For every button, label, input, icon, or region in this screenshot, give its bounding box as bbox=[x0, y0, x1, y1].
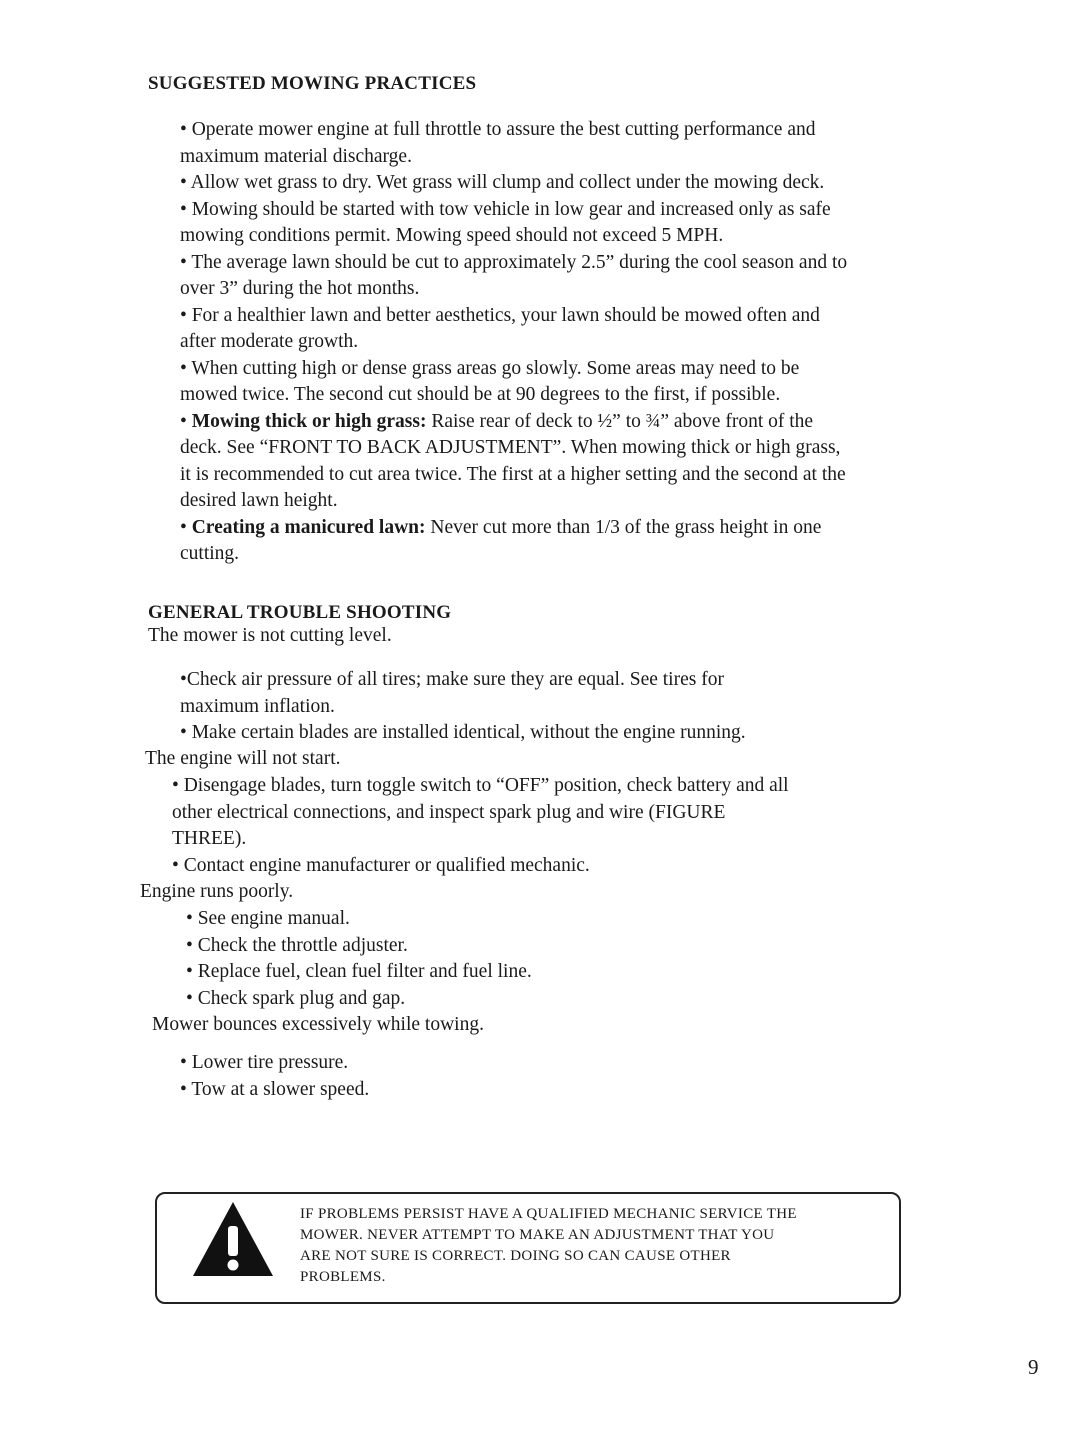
bold-lead: Creating a manicured lawn: bbox=[191, 516, 426, 538]
list-item: other electrical connections, and inspect spark plug and wire (FIGURE bbox=[172, 801, 726, 823]
problem-list-4 bbox=[180, 1050, 369, 1103]
page-number: 9 bbox=[1028, 1355, 1039, 1379]
problem-list-1 bbox=[180, 667, 746, 747]
problem-engine-runs-poorly: Engine runs poorly. bbox=[140, 881, 294, 902]
warning-line: PROBLEMS. bbox=[300, 1269, 386, 1285]
bullet-text: Never cut more than 1/3 of the grass height in one bbox=[425, 516, 822, 538]
bullet-line: over 3” during the hot months. bbox=[180, 278, 420, 299]
list-item: • Replace fuel, clean fuel filter and fuel line. bbox=[186, 961, 532, 982]
problem-mower-bounces: Mower bounces excessively while towing. bbox=[152, 1014, 484, 1035]
bold-lead: Mowing thick or high grass: bbox=[191, 410, 427, 432]
list-item: •Check air pressure of all tires; make sure they are equal. See tires for bbox=[180, 669, 724, 690]
mowing-bullet-thick-grass: • Mowing thick or high grass: Raise rear of deck to ½” to ¾” above front of the bbox=[180, 410, 814, 432]
list-item: • Contact engine manufacturer or qualified mechanic. bbox=[172, 854, 590, 876]
problem-list-2 bbox=[172, 773, 789, 879]
bullet-line: deck. See “FRONT TO BACK ADJUSTMENT”. When mowing thick or high grass, bbox=[180, 437, 841, 458]
warning-line: IF PROBLEMS PERSIST HAVE A QUALIFIED MECHANIC SERVICE THE bbox=[300, 1206, 797, 1222]
bullet-line: desired lawn height. bbox=[180, 490, 338, 511]
warning-text bbox=[300, 1204, 797, 1288]
bullet-line: • Operate mower engine at full throttle to assure the best cutting performance and bbox=[180, 119, 816, 140]
warning-line: ARE NOT SURE IS CORRECT. DOING SO CAN CAUSE OTHER bbox=[300, 1248, 731, 1264]
bullet-line: mowing conditions permit. Mowing speed should not exceed 5 MPH. bbox=[180, 225, 724, 246]
list-item: • Disengage blades, turn toggle switch to “OFF” position, check battery and all bbox=[172, 775, 789, 796]
list-item: THREE). bbox=[172, 828, 247, 849]
section-heading-trouble: GENERAL TROUBLE SHOOTING bbox=[148, 602, 452, 623]
bullet-line: mowed twice. The second cut should be at 90 degrees to the first, if possible. bbox=[180, 384, 781, 405]
list-item: • Tow at a slower speed. bbox=[180, 1078, 370, 1100]
bullet-line: cutting. bbox=[180, 543, 240, 564]
list-item: • Lower tire pressure. bbox=[180, 1052, 349, 1073]
mowing-bullet-speed: • Mowing should be started with tow vehicle in low gear and increased only as safe bbox=[180, 198, 831, 220]
bullet-line: maximum material discharge. bbox=[180, 145, 412, 167]
mowing-bullet-throttle bbox=[180, 117, 847, 568]
list-item: • Check the throttle adjuster. bbox=[186, 934, 408, 956]
problem-list-3 bbox=[186, 906, 532, 1012]
section-heading-mowing: SUGGESTED MOWING PRACTICES bbox=[148, 73, 477, 94]
warning-box bbox=[155, 1192, 901, 1304]
list-item: • See engine manual. bbox=[186, 908, 350, 929]
list-item: maximum inflation. bbox=[180, 695, 335, 717]
bullet-line: it is recommended to cut area twice. The first at a higher setting and the second at the bbox=[180, 463, 846, 485]
warning-triangle-icon bbox=[191, 1200, 275, 1283]
mowing-bullet-healthier-lawn: • For a healthier lawn and better aesthetics, your lawn should be mowed often and bbox=[180, 304, 820, 326]
problem-not-cutting-level: The mower is not cutting level. bbox=[148, 625, 392, 646]
bullet-line: after moderate growth. bbox=[180, 331, 359, 352]
mowing-bullet-wet-grass: • Allow wet grass to dry. Wet grass will clump and collect under the mowing deck. bbox=[180, 172, 825, 193]
mowing-bullet-dense-grass: • When cutting high or dense grass areas go slowly. Some areas may need to be bbox=[180, 357, 800, 379]
mowing-bullet-manicured-lawn: • Creating a manicured lawn: Never cut more than 1/3 of the grass height in one bbox=[180, 516, 822, 538]
bullet-text: Raise rear of deck to ½” to ¾” above front of the bbox=[426, 410, 814, 432]
list-item: • Make certain blades are installed identical, without the engine running. bbox=[180, 722, 746, 743]
list-item: • Check spark plug and gap. bbox=[186, 987, 406, 1009]
warning-line: MOWER. NEVER ATTEMPT TO MAKE AN ADJUSTMENT THAT YOU bbox=[300, 1227, 775, 1243]
problem-engine-not-start: The engine will not start. bbox=[145, 748, 341, 769]
mowing-bullet-height: • The average lawn should be cut to approximately 2.5” during the cool season and to bbox=[180, 251, 848, 273]
